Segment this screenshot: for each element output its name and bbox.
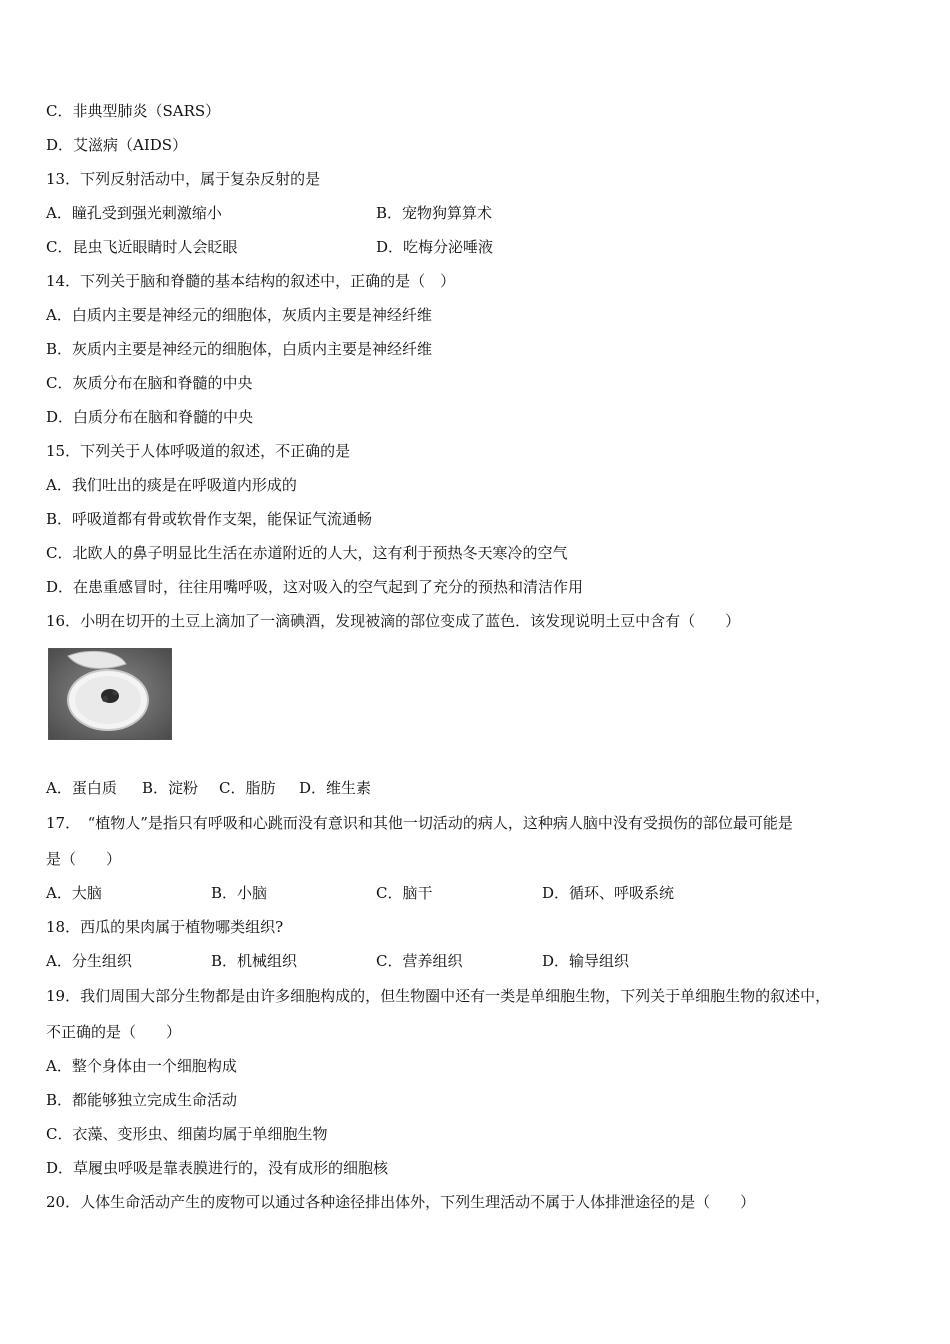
q16-option-b: B．淀粉 [142,779,199,797]
q18-option-c: C．营养组织 [376,952,463,970]
q19-stem-line2: 不正确的是（ ） [46,1023,182,1041]
q15-option-a: A．我们吐出的痰是在呼吸道内形成的 [46,476,297,494]
q16-option-c: C．脂肪 [219,779,276,797]
q15-option-b: B．呼吸道都有骨或软骨作支架，能保证气流通畅 [46,510,373,528]
q18-options [46,951,629,971]
q16-option-d: D．维生素 [299,779,372,797]
q15-option-c: C．北欧人的鼻子明显比生活在赤道附近的人大，这有利于预热冬天寒冷的空气 [46,544,568,562]
q14-option-b: B．灰质内主要是神经元的细胞体，白质内主要是神经纤维 [46,340,433,358]
q13-options-ab [46,203,492,223]
q17-stem-line2: 是（ ） [46,850,122,868]
q13-stem: 13．下列反射活动中，属于复杂反射的是 [46,170,321,188]
q17-option-d: D．循环、呼吸系统 [542,884,675,902]
q14-option-a: A．白质内主要是神经元的细胞体，灰质内主要是神经纤维 [46,306,432,324]
q17-option-a: A．大脑 [46,884,102,902]
potato-photo [48,648,172,740]
q18-option-a: A．分生组织 [46,952,132,970]
q15-stem: 15．下列关于人体呼吸道的叙述，不正确的是 [46,442,351,460]
q16-stem: 16．小明在切开的土豆上滴加了一滴碘酒，发现被滴的部位变成了蓝色．该发现说明土豆中含有（ ） [46,612,741,630]
q17-stem-line1: 17． “植物人”是指只有呼吸和心跳而没有意识和其他一切活动的病人，这种病人脑中没有受损伤的部位最可能是 [46,814,793,832]
q19-option-a: A．整个身体由一个细胞构成 [46,1057,237,1075]
q19-option-c: C．衣藻、变形虫、细菌均属于单细胞生物 [46,1125,328,1143]
q18-option-b: B．机械组织 [211,952,298,970]
q13-option-a: A．瞳孔受到强光刺激缩小 [46,204,222,222]
q17-options [46,883,674,903]
q15-option-d: D．在患重感冒时，往往用嘴呼吸，这对吸入的空气起到了充分的预热和清洁作用 [46,578,584,596]
q17-option-c: C．脑干 [376,884,433,902]
q13-option-b: B．宠物狗算算术 [376,204,493,222]
q13-options-cd [46,237,493,257]
q12-option-c: C．非典型肺炎（SARS） [46,102,221,120]
q12-option-d: D．艾滋病（AIDS） [46,136,188,154]
q16-option-a: A．蛋白质 [46,779,117,797]
q20-stem: 20．人体生命活动产生的废物可以通过各种途径排出体外，下列生理活动不属于人体排泄途径的是（ ） [46,1193,756,1211]
q19-stem-line1: 19．我们周围大部分生物都是由许多细胞构成的，但生物圈中还有一类是单细胞生物，下列关于单细胞生物的叙述中， [46,987,831,1005]
q14-option-d: D．白质分布在脑和脊髓的中央 [46,408,254,426]
q13-option-d: D．吃梅分泌唾液 [376,238,494,256]
q19-option-b: B．都能够独立完成生命活动 [46,1091,238,1109]
q13-option-c: C．昆虫飞近眼睛时人会眨眼 [46,238,238,256]
q18-option-d: D．输导组织 [542,952,630,970]
q17-option-b: B．小脑 [211,884,268,902]
q14-stem: 14．下列关于脑和脊髓的基本结构的叙述中，正确的是（ ） [46,272,456,290]
q19-option-d: D．草履虫呼吸是靠表膜进行的，没有成形的细胞核 [46,1159,389,1177]
q18-stem: 18．西瓜的果肉属于植物哪类组织? [46,918,284,936]
q16-options [46,778,371,798]
q14-option-c: C．灰质分布在脑和脊髓的中央 [46,374,253,392]
